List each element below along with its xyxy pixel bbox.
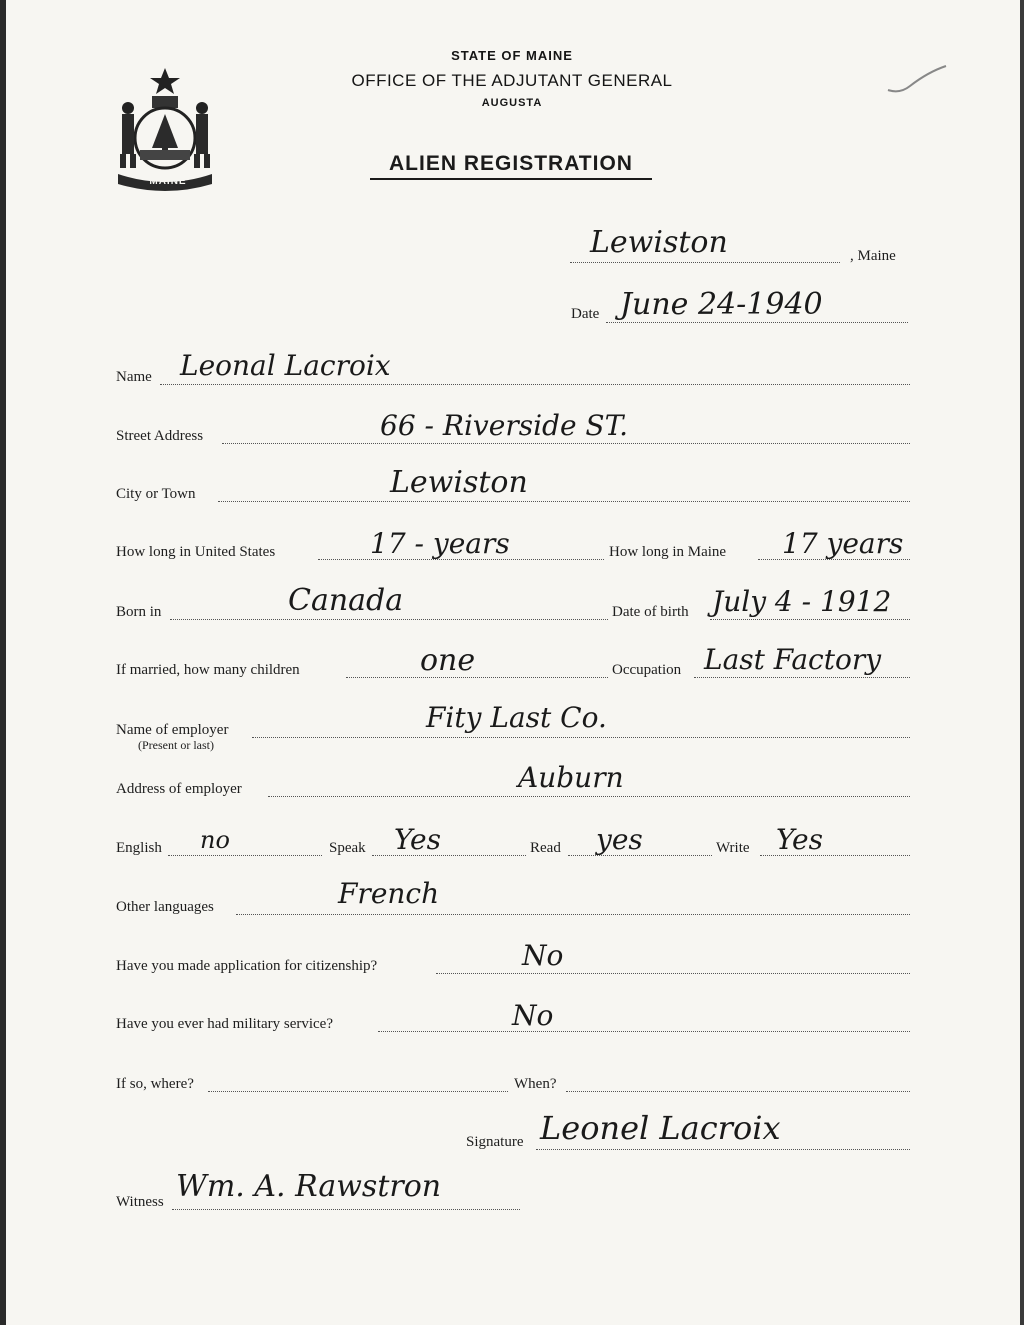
children-label: If married, how many children xyxy=(116,662,300,678)
header-office: OFFICE OF THE ADJUTANT GENERAL xyxy=(351,71,673,90)
witness-line xyxy=(172,1209,520,1210)
when-label: When? xyxy=(514,1076,557,1092)
children-entry: one xyxy=(420,643,476,678)
read-label: Read xyxy=(530,840,561,856)
born-in-line xyxy=(170,619,608,620)
city-label: City or Town xyxy=(116,486,196,502)
signature-label: Signature xyxy=(466,1134,524,1150)
form-header xyxy=(312,48,712,109)
when-line xyxy=(566,1091,910,1092)
if-so-where-line xyxy=(208,1091,508,1092)
signature-entry: Leonel Lacroix xyxy=(540,1109,781,1147)
town-entry: Lewiston xyxy=(590,225,728,260)
born-in-label: Born in xyxy=(116,604,162,620)
date-of-birth-label: Date of birth xyxy=(612,604,689,620)
english-line xyxy=(168,855,322,856)
date-line xyxy=(606,322,908,323)
citizenship-line xyxy=(436,973,910,974)
maine-label: , Maine xyxy=(850,248,896,264)
witness-entry: Wm. A. Rawstron xyxy=(176,1169,442,1204)
date-of-birth-line xyxy=(710,619,910,620)
military-label: Have you ever had military service? xyxy=(116,1016,333,1032)
state-seal-icon xyxy=(112,66,218,194)
employer-label: Name of employer xyxy=(116,722,229,738)
street-entry: 66 - Riverside ST. xyxy=(380,409,629,442)
street-label: Street Address xyxy=(116,428,204,444)
citizenship-label: Have you made application for citizenship? xyxy=(116,958,378,974)
citizenship-entry: No xyxy=(522,939,564,972)
other-languages-line xyxy=(236,914,910,915)
employer-note: (Present or last) xyxy=(138,738,214,752)
check-mark-icon xyxy=(880,60,950,100)
city-line xyxy=(218,501,910,502)
date-entry: June 24-1940 xyxy=(620,287,823,322)
born-in-entry: Canada xyxy=(288,583,404,618)
occupation-entry: Last Factory xyxy=(704,643,882,676)
city-entry: Lewiston xyxy=(390,465,528,500)
employer-address-entry: Auburn xyxy=(518,761,624,794)
military-line xyxy=(378,1031,910,1032)
seal-motto: MAINE xyxy=(149,176,187,187)
employer-entry: Fity Last Co. xyxy=(426,701,607,734)
employer-address-label: Address of employer xyxy=(116,781,242,797)
english-entry: no xyxy=(200,826,230,854)
employer-line xyxy=(252,737,910,738)
town-line xyxy=(570,262,840,263)
header-state: STATE OF MAINE xyxy=(451,48,573,63)
english-label: English xyxy=(116,840,162,856)
speak-label: Speak xyxy=(329,840,366,856)
name-label: Name xyxy=(116,369,152,385)
date-label: Date xyxy=(571,306,600,322)
name-line xyxy=(160,384,910,385)
military-entry: No xyxy=(512,999,554,1032)
children-line xyxy=(346,677,608,678)
name-entry: Leonal Lacroix xyxy=(180,349,391,382)
signature-line xyxy=(536,1149,910,1150)
other-languages-entry: French xyxy=(338,877,440,910)
scan-edge-left xyxy=(0,0,6,1325)
how-long-us-entry: 17 - years xyxy=(370,527,510,560)
occupation-line xyxy=(694,677,910,678)
form-title: ALIEN REGISTRATION xyxy=(370,152,652,180)
speak-entry: Yes xyxy=(394,823,441,856)
how-long-maine-label: How long in Maine xyxy=(609,544,727,560)
witness-label: Witness xyxy=(116,1194,164,1210)
header-city: AUGUSTA xyxy=(481,97,543,109)
if-so-where-label: If so, where? xyxy=(116,1076,194,1092)
street-line xyxy=(222,443,910,444)
other-languages-label: Other languages xyxy=(116,899,214,915)
write-label: Write xyxy=(716,840,750,856)
how-long-us-label: How long in United States xyxy=(116,544,276,560)
write-entry: Yes xyxy=(776,823,823,856)
employer-address-line xyxy=(268,796,910,797)
read-entry: yes xyxy=(596,823,643,856)
scan-edge-right xyxy=(1020,0,1024,1325)
occupation-label: Occupation xyxy=(612,662,682,678)
date-of-birth-entry: July 4 - 1912 xyxy=(712,585,892,618)
how-long-maine-entry: 17 years xyxy=(782,527,904,560)
